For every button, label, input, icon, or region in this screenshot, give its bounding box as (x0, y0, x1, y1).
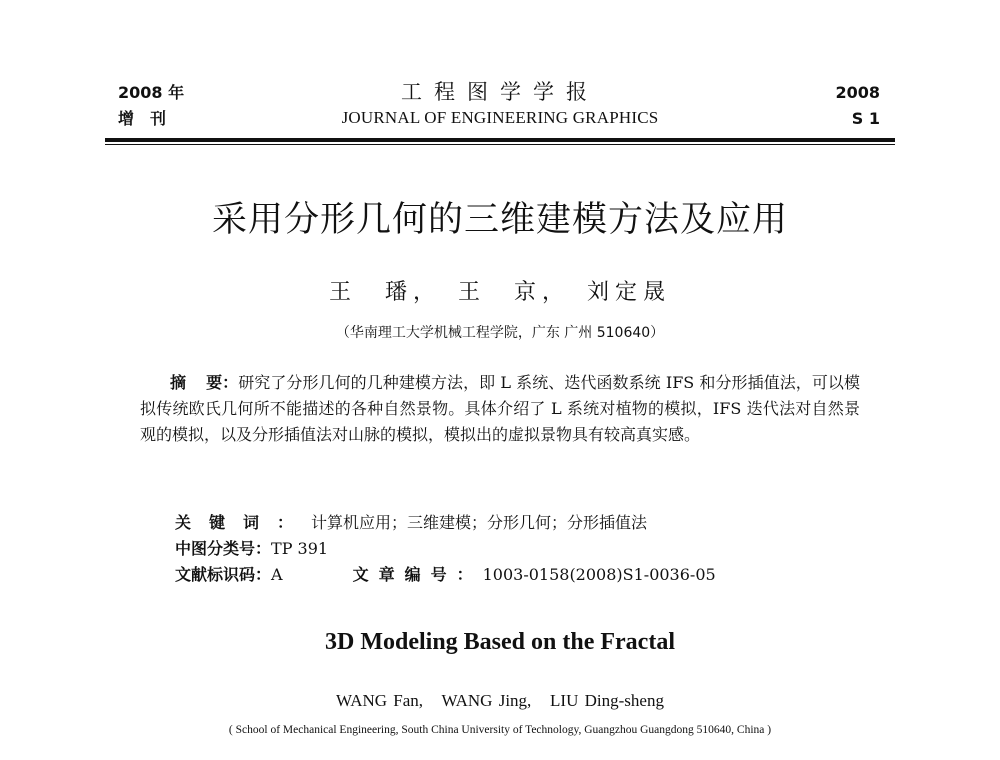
abstract (140, 370, 860, 448)
clc-label: 中图分类号： (175, 539, 272, 558)
clc-value: TP 391 (271, 539, 329, 558)
affiliation-cn: （华南理工大学机械工程学院，广东 广州 510640） (335, 325, 665, 341)
docid-label: 文献标识码： (175, 565, 272, 584)
article-number-value: 1003-0158(2008)S1-0036-05 (482, 565, 716, 584)
paper-title-en: 3D Modeling Based on the Fractal (325, 629, 675, 655)
header-issue-right: S 1 (851, 109, 880, 128)
header-rule-thick (105, 138, 895, 142)
docid-row (175, 562, 875, 588)
metadata-block (175, 510, 875, 588)
paper-title-cn: 采用分形几何的三维建模方法及应用 (211, 200, 788, 240)
keywords-value: 计算机应用；三维建模；分形几何；分形插值法 (311, 513, 648, 532)
clc-row (175, 536, 875, 562)
authors-cn: 王 璠， 王 京， 刘定晟 (328, 280, 671, 305)
header-right (760, 80, 880, 132)
abstract-label-b: 要： (206, 373, 239, 392)
abstract-text: 研究了分形几何的几种建模方法，即 L 系统、迭代函数系统 IFS 和分形插值法，可以模拟传统欧氏几何所不能描述的各种自然景物。具体介绍了 L 系统对植物的模拟，IFS 迭代法对自然景观的模拟，以及分形插值法对山脉的模拟，模拟出的虚拟景物具有较高真实感。 (140, 373, 860, 444)
header-year-left: 2008 年 (118, 83, 185, 102)
journal-title-en: JOURNAL OF ENGINEERING GRAPHICS (341, 108, 659, 127)
abstract-label-a: 摘 (170, 373, 207, 392)
keywords-label: 关键词： (175, 513, 312, 532)
header-issue-left: 增 刊 (118, 109, 167, 128)
journal-title-cn: 工程图学学报 (401, 80, 599, 104)
header-year-right: 2008 (835, 83, 880, 102)
header-rule-thin (105, 144, 895, 145)
docid-value: A (271, 565, 283, 584)
keywords-row (175, 510, 875, 536)
article-number-label: 文章编号： (352, 565, 483, 584)
affiliation-en: ( School of Mechanical Engineering, South China University of Technology, Guangzhou Guangdong 510640, China ) (228, 724, 772, 736)
authors-en: WANG Fan, WANG Jing, LIU Ding-sheng (336, 691, 664, 710)
